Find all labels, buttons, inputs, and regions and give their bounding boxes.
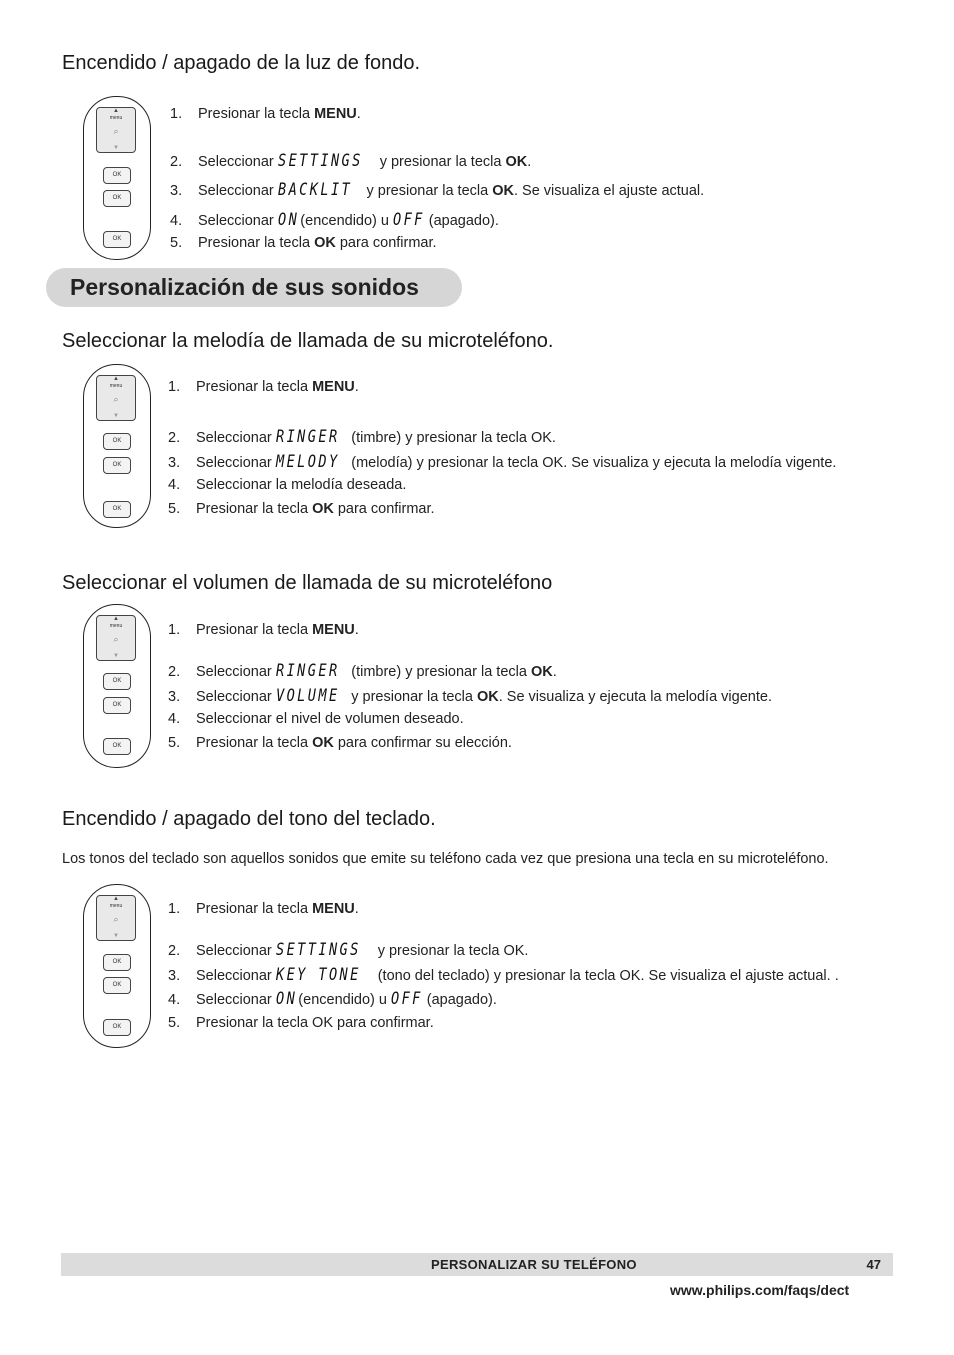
phone-diagram — [83, 96, 151, 260]
step: 3. Seleccionar MELODY (melodía) y presionar la tecla OK. Se visualiza y ejecuta la melodía vigente. — [168, 452, 837, 472]
lcd-text: VOLUME — [275, 686, 340, 706]
lcd-text: MELODY — [275, 452, 340, 472]
lcd-text: ON — [275, 989, 297, 1009]
lcd-text: BACKLIT — [277, 180, 352, 200]
section-banner: Personalización de sus sonidos — [46, 268, 462, 307]
step: 3. Seleccionar KEY TONE (tono del teclado) y presionar la tecla OK. Se visualiza el ajuste actual. . — [168, 965, 839, 985]
step: 4. Seleccionar la melodía deseada. — [168, 477, 407, 493]
ok-key-icon: OK — [103, 231, 131, 248]
lcd-text: OFF — [393, 210, 425, 230]
step: 4. Seleccionar ON (encendido) u OFF (apagado). — [168, 989, 497, 1009]
menu-key-icon: ▲ menu ⌕ ▼ — [96, 895, 136, 941]
step: 2. Seleccionar RINGER (timbre) y presionar la tecla OK. — [168, 427, 556, 447]
step: 5. Presionar la tecla OK para confirmar. — [168, 1015, 434, 1031]
step: 1. Presionar la tecla MENU. — [170, 106, 361, 122]
ok-key-icon: OK — [103, 977, 131, 994]
lcd-text: SETTINGS — [277, 151, 363, 171]
ok-key-icon: OK — [103, 190, 131, 207]
menu-key-icon: ▲ menu ⌕ ▼ — [96, 375, 136, 421]
section-heading-volume: Seleccionar el volumen de llamada de su microteléfono — [62, 572, 553, 594]
lcd-text: OFF — [391, 989, 423, 1009]
menu-key-icon: ▲ menu ⌕ ▼ — [96, 615, 136, 661]
ok-key-icon: OK — [103, 457, 131, 474]
step: 2. Seleccionar SETTINGS y presionar la tecla OK. — [170, 151, 532, 171]
lcd-text: SETTINGS — [275, 940, 361, 960]
section-heading-keytone: Encendido / apagado del tono del teclado. — [62, 808, 436, 830]
intro-paragraph: Los tonos del teclado son aquellos sonidos que emite su teléfono cada vez que presiona una tecla en su microteléfono. — [62, 851, 829, 867]
ok-key-icon: OK — [103, 501, 131, 518]
footer-title: PERSONALIZAR SU TELÉFONO — [431, 1257, 637, 1272]
phone-diagram — [83, 604, 151, 768]
step: 5. Presionar la tecla OK para confirmar. — [170, 235, 437, 251]
phone-diagram — [83, 884, 151, 1048]
lcd-text: RINGER — [275, 427, 340, 447]
footer-url: www.philips.com/faqs/dect — [670, 1282, 850, 1298]
ok-key-icon: OK — [103, 954, 131, 971]
lcd-text: KEY TONE — [275, 965, 361, 985]
menu-key-icon: ▲ menu ⌕ ▼ — [96, 107, 136, 153]
step: 1. Presionar la tecla MENU. — [168, 379, 359, 395]
section-heading-melody: Seleccionar la melodía de llamada de su microteléfono. — [62, 330, 554, 352]
ok-key-icon: OK — [103, 697, 131, 714]
page-number: 47 — [866, 1257, 881, 1272]
step: 3. Seleccionar BACKLIT y presionar la tecla OK. Se visualiza el ajuste actual. — [170, 180, 705, 200]
step: 4. Seleccionar el nivel de volumen deseado. — [168, 711, 464, 727]
step: 5. Presionar la tecla OK para confirmar. — [168, 501, 435, 517]
step: 4. Seleccionar ON (encendido) u OFF (apagado). — [170, 210, 499, 230]
ok-key-icon: OK — [103, 738, 131, 755]
step: 2. Seleccionar RINGER (timbre) y presionar la tecla OK. — [168, 661, 557, 681]
step: 1. Presionar la tecla MENU. — [168, 901, 359, 917]
lcd-text: ON — [277, 210, 299, 230]
footer-bar — [61, 1253, 893, 1276]
step: 5. Presionar la tecla OK para confirmar su elección. — [168, 735, 512, 751]
step: 2. Seleccionar SETTINGS y presionar la tecla OK. — [168, 940, 529, 960]
section-heading-backlight: Encendido / apagado de la luz de fondo. — [62, 52, 421, 74]
ok-key-icon: OK — [103, 1019, 131, 1036]
phone-diagram — [83, 364, 151, 528]
step: 1. Presionar la tecla MENU. — [168, 622, 359, 638]
lcd-text: RINGER — [275, 661, 340, 681]
ok-key-icon: OK — [103, 433, 131, 450]
step: 3. Seleccionar VOLUME y presionar la tecla OK. Se visualiza y ejecuta la melodía vigente. — [168, 686, 772, 706]
ok-key-icon: OK — [103, 167, 131, 184]
ok-key-icon: OK — [103, 673, 131, 690]
